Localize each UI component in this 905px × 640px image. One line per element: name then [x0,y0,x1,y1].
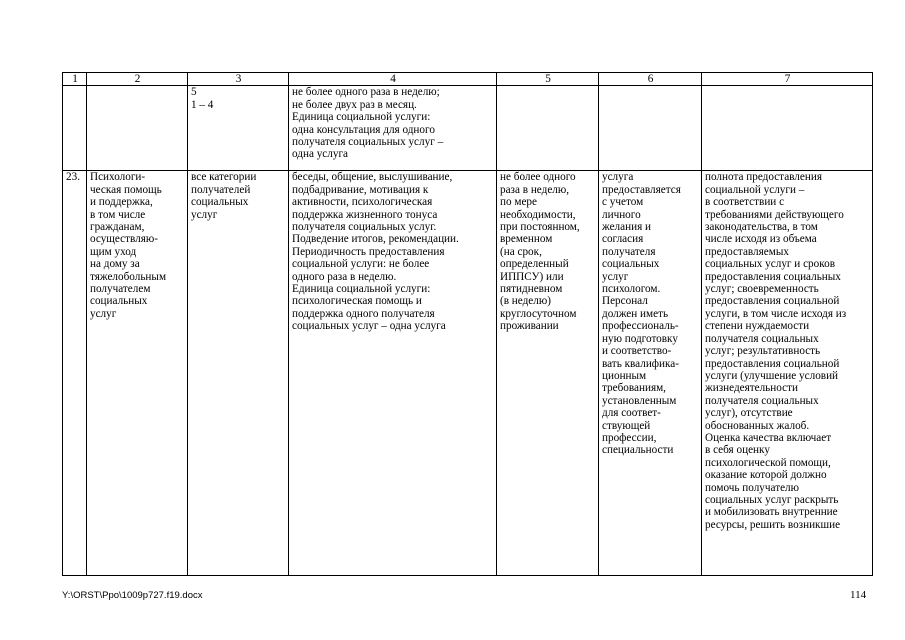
table-cell [497,86,599,171]
service-name-cell: Психологи- ческая помощь и поддержка, в том числе гражданам, осуществляю- щим уход на дому за тяжелобольным получателем социальных услуг [87,171,188,576]
table-header-row [63,73,873,86]
column-number-header: 6 [599,73,702,86]
footer-file-path: Y:\ORST\Ppo\1009p727.f19.docx [62,590,203,601]
table-cell [63,86,87,171]
column-number-header: 1 [63,73,87,86]
recipients-cell: все категории получателей социальных услуг [188,171,289,576]
table-cell: 5 1 – 4 [188,86,289,171]
table-cell: не более одного раза в неделю; не более двух раз в месяц. Единица социальной услуги: одна консультация для одного получателя социальных услуг – одна услуга [289,86,497,171]
table-cell [702,86,873,171]
column-number-header: 2 [87,73,188,86]
quality-criteria-cell: полнота предоставления социальной услуги – в соответствии с требованиями действующего законодательства, в том числе исходя из объема предоставляемых социальных услуг и сроков предоставления социальных услуг; своевременность предоставления социальной услуги, в том числе исходя из степени нуждаемости получателя социальных услуг; результативность предоставления социальной услуги (улучшение условий жизнедеятельности получателя социальных услуг), отсутствие обоснованных жалоб. Оценка качества включает в себя оценку психологической помощи, оказание которой должно помочь получателю социальных услуг раскрыть и мобилизовать внутренние ресурсы, решить возникшие [702,171,873,576]
row-number-cell: 23. [63,171,87,576]
table-cell [599,86,702,171]
column-number-header: 3 [188,73,289,86]
conditions-cell: услуга предоставляется с учетом личного желания и согласия получателя социальных услуг психологом. Персонал должен иметь профессиональ- ную подготовку и соответство- вать квалифика- ционным требованиям, установленным для соответ- ствующей профессии, специальности [599,171,702,576]
service-description-cell: беседы, общение, выслушивание, подбадривание, мотивация к активности, психологическая поддержка жизненного тонуса получателя социальных услуг. Подведение итогов, рекомендации. Периодичность предоставления социальной услуги: не более одного раза в неделю. Единица социальной услуги: психологическая помощь и поддержка одного получателя социальных услуг – одна услуга [289,171,497,576]
services-table [62,72,873,576]
column-number-header: 5 [497,73,599,86]
column-number-header: 7 [702,73,873,86]
table-row [63,171,873,576]
column-number-header: 4 [289,73,497,86]
table-row [63,86,873,171]
table-cell [87,86,188,171]
frequency-cell: не более одного раза в неделю, по мере необходимости, при постоянном, временном (на срок, определенный ИППСУ) или пятидневном (в неделю) круглосуточном проживании [497,171,599,576]
page-number: 114 [850,589,867,601]
